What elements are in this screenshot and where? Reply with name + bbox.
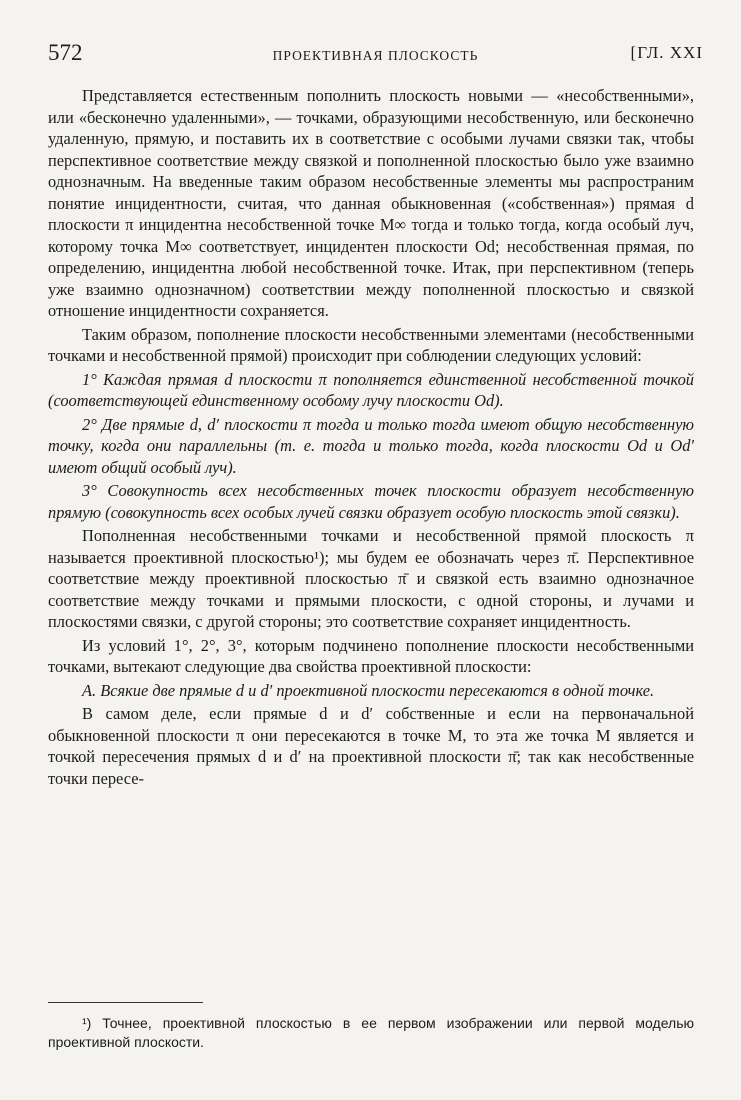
paragraph: Представляется естественным пополнить плоскость новыми — «несобственными», или «бесконечно удаленными», — точками, образующими несобственную, или бесконечно удаленную, прямую, и поставить их в соответствие с особыми лучами связки так, чтобы перспективное соответствие между связкой и пополненной плоскостью было уже взаимно однозначным. На введенные таким образом несобственные элементы мы распространим понятие инцидентности, считая, что данная обыкновенная («собственная») прямая d плоскости π инцидентна несобственной точке M∞ тогда и только тогда, когда особый луч, которому точка M∞ соответствует, инцидентен плоскости Od; несобственная прямая, по определению, инцидентна любой несобственной точке. Итак, при перспективном (теперь уже взаимно однозначном) соответствии между пополненной плоскостью и связкой отношение инцидентности сохраняется.: [48, 86, 694, 320]
paragraph: В самом деле, если прямые d и d′ собственные и если на первоначальной обыкновенной плоскости π они пересекаются в точке M, то эта же точка M является и точкой пересечения прямых d и d′ на проективной плоскости π̄; так как несобственные точки пересе-: [48, 704, 694, 788]
property-a: А. Всякие две прямые d и d′ проективной плоскости пересекаются в одной точке.: [82, 680, 655, 700]
paragraph: Таким образом, пополнение плоскости несобственными элементами (несобственными точками и несобственной прямой) происходит при соблюдении следующих условий:: [48, 324, 694, 365]
footnote-divider: [48, 1002, 203, 1003]
chapter-marker: [ГЛ. XXI: [630, 43, 703, 62]
main-text: [48, 85, 694, 791]
page-number: 572: [48, 40, 83, 65]
running-title: ПРОЕКТИВНАЯ ПЛОСКОСТЬ: [272, 48, 479, 63]
footnote: ¹) Точнее, проективной плоскостью в ее первом изображении или первой моделью проективной плоскости.: [48, 1015, 694, 1050]
condition-1: 1° Каждая прямая d плоскости π пополняется единственной несобственной точкой (соответствующей единственному особому лучу плоскости Od).: [48, 369, 694, 410]
paragraph: Пополненная несобственными точками и несобственной прямой плоскость π называется проективной плоскостью¹); мы будем ее обозначать через π̄. Перспективное соответствие между проективной плоскостью π̄ и связкой есть взаимно однозначное соответствие между точками и прямыми плоскости, с одной стороны, и лучами и плоскостями связки, с другой стороны; это соответствие сохраняет инцидентность.: [48, 526, 694, 631]
running-header: [48, 40, 703, 70]
condition-2: 2° Две прямые d, d′ плоскости π тогда и только тогда имеют общую несобственную точку, когда они параллельны (т. е. тогда и только тогда, когда плоскости Od и Od′ имеют общий особый луч).: [48, 414, 694, 477]
condition-3: 3° Совокупность всех несобственных точек плоскости образует несобственную прямую (совокупность всех особых лучей связки образует особую плоскость этой связки).: [48, 481, 694, 522]
paragraph: Из условий 1°, 2°, 3°, которым подчинено пополнение плоскости несобственными точками, вытекают следующие два свойства проективной плоскости:: [48, 635, 694, 676]
